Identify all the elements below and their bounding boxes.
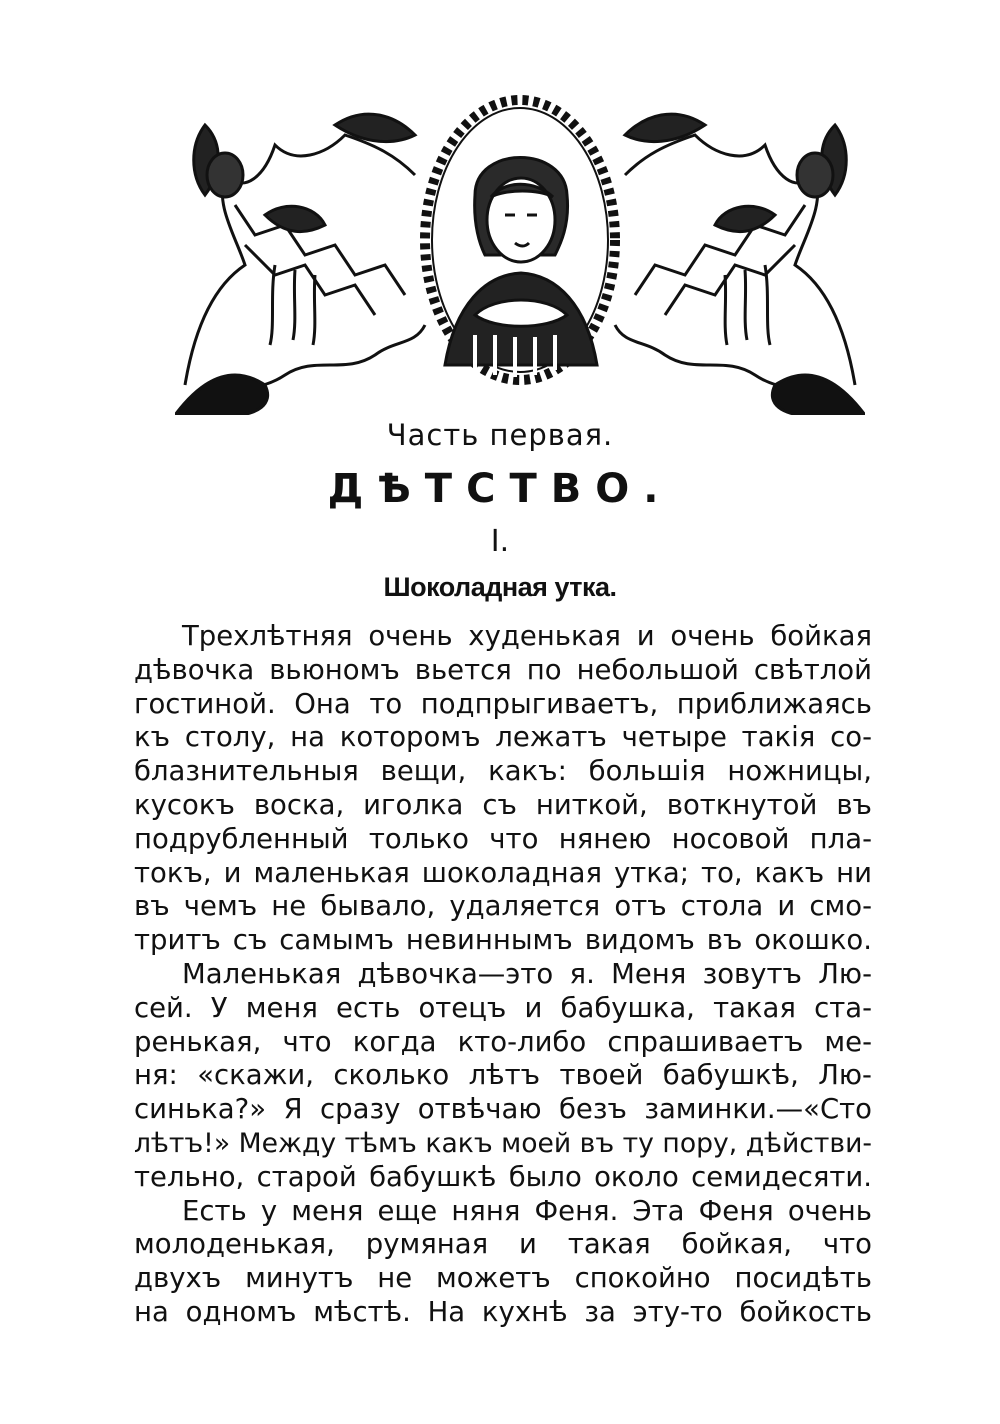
child-portrait bbox=[445, 158, 597, 378]
text-line: ня: «скажи, сколько лѣтъ твоей бабушкѣ, Лю- bbox=[134, 1059, 872, 1092]
text-line: къ столу, на которомъ лежатъ четыре такія со- bbox=[134, 721, 872, 754]
text-line: блазнительныя вещи, какъ: большія ножницы, bbox=[134, 755, 872, 788]
text-line: молоденькая, румяная и такая бойкая, что bbox=[134, 1228, 872, 1261]
text-line: тритъ съ самымъ невиннымъ видомъ въ окошко. bbox=[134, 924, 872, 957]
text-line: двухъ минутъ не можетъ спокойно посидѣть bbox=[134, 1262, 872, 1295]
text-line: тельно, старой бабушкѣ было около семидесяти. bbox=[134, 1160, 872, 1193]
text-line: кусокъ воска, иголка съ ниткой, воткнутой въ bbox=[134, 788, 872, 821]
left-foliage-ornament bbox=[175, 114, 425, 415]
body-text bbox=[134, 620, 872, 1330]
text-line: подрубленный только что нянею носовой пла- bbox=[134, 822, 872, 855]
text-line: ренькая, что когда кто-либо спрашиваетъ ме- bbox=[134, 1025, 872, 1058]
text-line: на одномъ мѣстѣ. На кухнѣ за эту-то бойкость bbox=[134, 1295, 872, 1328]
part-heading: Часть первая. bbox=[386, 418, 614, 452]
chapter-title: Шоколадная утка. bbox=[383, 572, 617, 602]
text-line: лѣтъ!» Между тѣмъ какъ моей въ ту пору, дѣйстви- bbox=[134, 1127, 872, 1159]
text-line: синька?» Я сразу отвѣчаю безъ заминки.—«Сто bbox=[134, 1093, 872, 1126]
book-title: ДѢТСТВО. bbox=[327, 466, 673, 512]
text-line: гостиной. Она то подпрыгиваетъ, приближаясь bbox=[134, 687, 872, 720]
text-line: Маленькая дѣвочка—это я. Меня зовутъ Лю- bbox=[182, 957, 872, 990]
text-line: въ чемъ не бывало, удаляется отъ стола и смо- bbox=[134, 890, 872, 923]
text-line: дѣвочка вьюномъ вьется по небольшой свѣтлой bbox=[134, 653, 872, 686]
decorative-headpiece-illustration bbox=[175, 85, 865, 415]
chapter-number: I. bbox=[490, 524, 510, 559]
right-foliage-ornament bbox=[615, 114, 865, 415]
text-line: токъ, и маленькая шоколадная утка; то, какъ ни bbox=[134, 856, 872, 889]
text-line: Трехлѣтняя очень худенькая и очень бойкая bbox=[182, 620, 872, 652]
text-line: Есть у меня еще няня Феня. Эта Феня очень bbox=[182, 1194, 872, 1227]
text-line: сей. У меня есть отецъ и бабушка, такая ста- bbox=[134, 991, 872, 1024]
